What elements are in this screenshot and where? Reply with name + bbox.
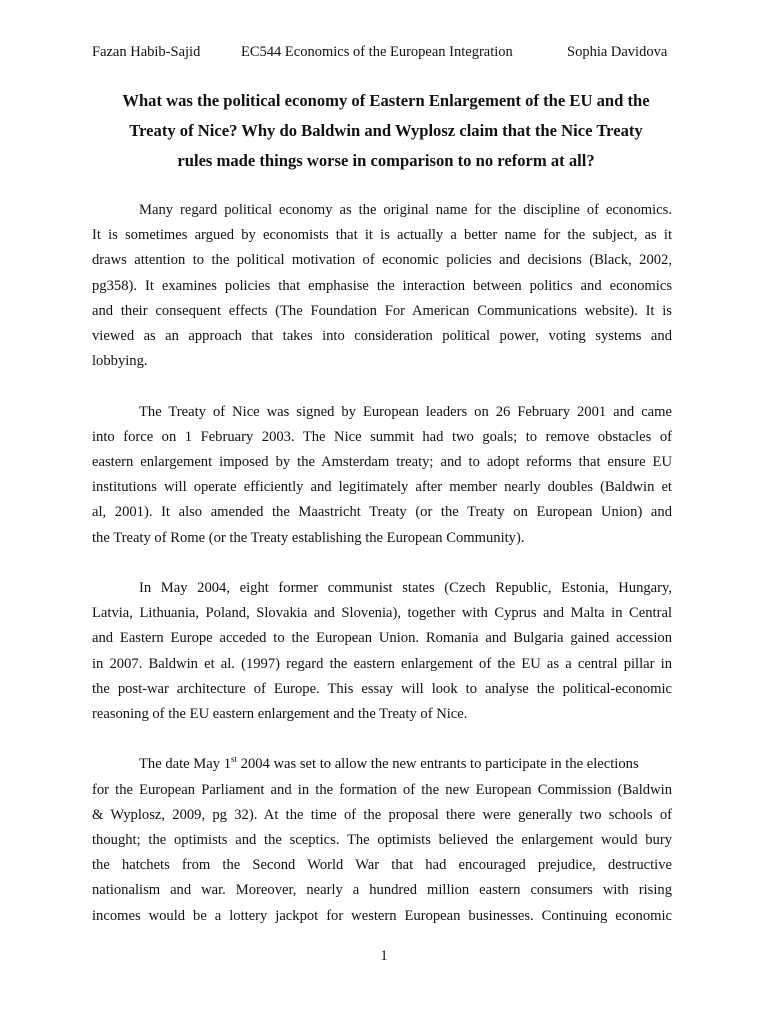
text-line: the Treaty of Rome (or the Treaty establishing the European Community). [92,529,525,546]
text-line: reasoning of the EU eastern enlargement and the Treaty of Nice. [92,706,468,723]
paragraph-2 [92,400,672,551]
text-line: & Wyplosz, 2009, pg 32). At the time of the proposal there were generally two schools of [92,806,672,823]
title-line: Treaty of Nice? Why do Baldwin and Wyplosz claim that the Nice Treaty [129,121,643,140]
text-line: into force on 1 February 2003. The Nice summit had two goals; to remove obstacles of [92,428,672,445]
text-line: pg358). It examines policies that emphasise the interaction between politics and economics [92,277,672,294]
text-line: Many regard political economy as the original name for the discipline of economics. [139,202,672,218]
title-line: What was the political economy of Eastern Enlargement of the EU and the [122,91,650,110]
text-line: the post-war architecture of Europe. This essay will look to analyse the political-economic [92,680,672,697]
text-line: nationalism and war. Moreover, nearly a hundred million eastern consumers with rising [92,882,672,899]
paragraph-3 [92,576,672,727]
text-line: and their consequent effects (The Foundation For American Communications website). It is [92,302,672,319]
text-line: in 2007. Baldwin et al. (1997) regard the eastern enlargement of the EU as a central pillar in [92,655,672,672]
header-course: EC544 Economics of the European Integration [241,44,513,60]
text-line: viewed as an approach that takes into consideration political power, voting systems and [92,328,672,345]
page-number: 1 [380,948,388,964]
text-line: thought; the optimists and the sceptics. The optimists believed the enlargement would bury [92,832,672,849]
paragraph-1 [92,198,672,374]
header-author: Fazan Habib-Sajid [92,44,201,60]
text-line-with-superscript [92,752,672,777]
ordinal-superscript: st [231,754,238,765]
text-line: lobbying. [92,353,148,370]
text-line: institutions will operate efficiently and legitimately after member nearly doubles (Baldwin et [92,479,672,496]
text-line: In May 2004, eight former communist states (Czech Republic, Estonia, Hungary, [139,580,672,597]
text-line: incomes would be a lottery jackpot for western European businesses. Continuing economic [92,907,672,924]
text-line: al, 2001). It also amended the Maastricht Treaty (or the Treaty on European Union) and [92,504,672,521]
text-line: the hatchets from the Second World War that had encouraged prejudice, destructive [92,857,672,874]
paragraph-4 [92,752,672,928]
text-line: It is sometimes argued by economists that it is actually a better name for the subject, as it [92,227,672,244]
header-lecturer: Sophia Davidova [567,44,668,60]
text-line: draws attention to the political motivation of economic policies and decisions (Black, 2002, [92,252,672,269]
text-line: Latvia, Lithuania, Poland, Slovakia and Slovenia), together with Cyprus and Malta in Central [92,605,672,622]
text-line: and Eastern Europe acceded to the European Union. Romania and Bulgaria gained accession [92,630,672,647]
text-fragment: 2004 was set to allow the new entrants to participate in the elections [237,756,639,773]
text-fragment: The date May 1 [139,756,231,773]
text-line: for the European Parliament and in the formation of the new European Commission (Baldwin [92,781,672,798]
title-line: rules made things worse in comparison to no reform at all? [177,151,595,170]
essay-title [80,86,692,176]
text-line: The Treaty of Nice was signed by European leaders on 26 February 2001 and came [139,403,672,420]
page-header [92,42,692,62]
text-line: eastern enlargement imposed by the Amsterdam treaty; and to adopt reforms that ensure EU [92,454,672,471]
essay-body [92,198,672,954]
